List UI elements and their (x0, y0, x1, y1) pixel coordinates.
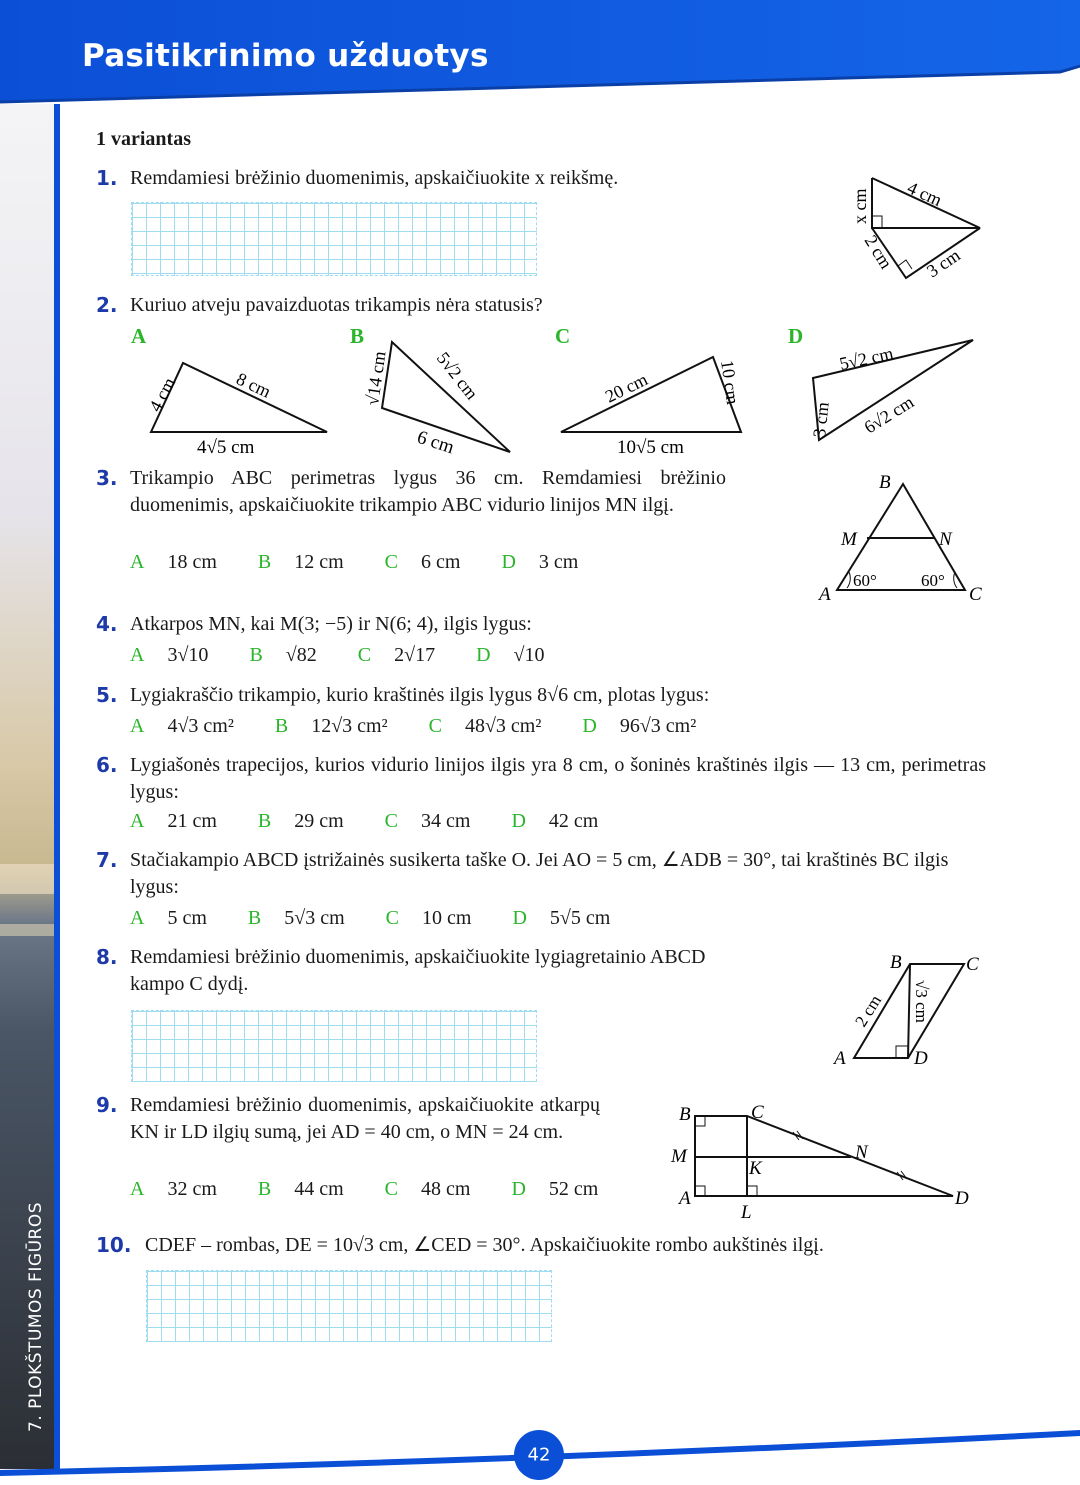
q2-figure-a (135, 345, 345, 465)
q10-text: CDEF – rombas, DE = 10√3 cm, ∠CED = 30°. Apskaičiuokite rombo aukštinės ilgį. (145, 1234, 824, 1256)
q3-option-d[interactable]: D 3 cm (501, 551, 579, 573)
q4-option-c[interactable]: C 2√17 (357, 644, 436, 666)
svg-text:C: C (751, 1102, 764, 1123)
q3-figure (815, 468, 995, 606)
q6-number: 6. (96, 753, 118, 777)
q1-answer-grid[interactable] (131, 202, 537, 276)
q7-options (130, 907, 646, 930)
q7-option-d[interactable]: D 5√5 cm (512, 907, 611, 929)
svg-text:4 cm: 4 cm (144, 374, 180, 415)
q4-option-b[interactable]: B √82 (249, 644, 317, 666)
q1-figure (840, 168, 1000, 288)
q8-figure (830, 950, 990, 1072)
q1-text: Remdamiesi brėžinio duomenimis, apskaičiuokite x reikšmę. (130, 167, 619, 189)
q9-option-d[interactable]: D 52 cm (511, 1178, 599, 1200)
q5-option-b[interactable]: B 12√3 cm² (274, 715, 388, 737)
q1-label-4cm: 4 cm (904, 177, 945, 211)
svg-text:N: N (939, 529, 952, 550)
q2-letter-b[interactable]: B (350, 324, 365, 348)
q4-option-a[interactable]: A 3√10 (130, 644, 209, 666)
q9-options (130, 1178, 634, 1201)
q4-number: 4. (96, 612, 118, 636)
svg-text:3 cm: 3 cm (809, 401, 833, 439)
q3-options (130, 551, 614, 574)
q6-options (130, 810, 634, 833)
svg-text:K: K (749, 1158, 762, 1179)
q3-text: Trikampio ABC perimetras lygus 36 cm. Remdamiesi brėžinio duomenimis, apskaičiuokite trikampio ABC vidurio linijos MN ilgį. (130, 467, 726, 516)
svg-text:2 cm: 2 cm (851, 991, 886, 1031)
q7-text: Stačiakampio ABCD įstrižainės susikerta taške O. Jei AO = 5 cm, ∠ADB = 30°, tai kraštinės BC ilgis lygus: (130, 849, 949, 898)
q9-figure (665, 1098, 985, 1223)
q5-option-a[interactable]: A 4√3 cm² (130, 715, 234, 737)
q9-option-a[interactable]: A 32 cm (130, 1178, 217, 1200)
svg-text:6√2 cm: 6√2 cm (860, 391, 918, 438)
q7-option-c[interactable]: C 10 cm (385, 907, 472, 929)
svg-text:L: L (741, 1202, 752, 1223)
q1-label-2cm: 2 cm (860, 231, 897, 273)
q4-options (130, 644, 581, 667)
svg-text:60°: 60° (921, 571, 945, 590)
q3-option-c[interactable]: C 6 cm (384, 551, 461, 573)
q8-number: 8. (96, 945, 118, 969)
svg-text:C: C (969, 584, 982, 605)
q2-text: Kuriuo atveju pavaizduotas trikampis nėra statusis? (130, 294, 543, 316)
svg-text:√14 cm: √14 cm (362, 349, 390, 407)
svg-text:C: C (966, 954, 979, 975)
q6-option-d[interactable]: D 42 cm (511, 810, 599, 832)
svg-text:6 cm: 6 cm (414, 426, 457, 459)
svg-text:10√5 cm: 10√5 cm (617, 437, 684, 458)
q5-option-d[interactable]: D 96√3 cm² (582, 715, 697, 737)
q7-option-a[interactable]: A 5 cm (130, 907, 207, 929)
svg-text:B: B (679, 1104, 691, 1125)
q2-letter-c[interactable]: C (555, 324, 571, 348)
q9-option-b[interactable]: B 44 cm (257, 1178, 344, 1200)
svg-text:B: B (890, 952, 902, 973)
q2-figure-d (795, 330, 985, 450)
q9-text: Remdamiesi brėžinio duomenimis, apskaičiuokite atkarpų KN ir LD ilgių sumą, jei AD = 40 cm, o MN = 24 cm. (130, 1094, 600, 1143)
q2-letter-a[interactable]: A (131, 324, 147, 348)
svg-text:A: A (679, 1188, 691, 1209)
q7-option-b[interactable]: B 5√3 cm (247, 907, 345, 929)
svg-text:N: N (855, 1142, 868, 1163)
svg-text:20 cm: 20 cm (601, 369, 651, 407)
svg-text:8 cm: 8 cm (233, 368, 274, 402)
q3-option-b[interactable]: B 12 cm (257, 551, 344, 573)
q4-option-d[interactable]: D √10 (476, 644, 545, 666)
q5-options (130, 715, 732, 738)
q5-option-c[interactable]: C 48√3 cm² (428, 715, 542, 737)
svg-text:5√2 cm: 5√2 cm (432, 348, 483, 404)
q6-text: Lygiašonės trapecijos, kurios vidurio linijos ilgis yra 8 cm, o šoninės kraštinės ilgis — 13 cm, perimetras lygus: (130, 754, 986, 803)
q8-answer-grid[interactable] (131, 1010, 537, 1082)
svg-text:D: D (955, 1188, 969, 1209)
svg-text:√3 cm: √3 cm (912, 980, 931, 1023)
svg-text:5√2 cm: 5√2 cm (837, 343, 896, 374)
svg-text:M: M (841, 529, 857, 550)
chapter-side-label: 7. PLOKŠTUMOS FIGŪROS (26, 1201, 46, 1432)
q10-answer-grid[interactable] (146, 1270, 552, 1342)
q8-text: Remdamiesi brėžinio duomenimis, apskaičiuokite lygiagretainio ABCD kampo C dydį. (130, 946, 706, 995)
svg-text:A: A (834, 1048, 846, 1069)
q2-figure-b (360, 330, 530, 465)
page-number: 42 (527, 1444, 551, 1466)
q1-label-3cm: 3 cm (923, 244, 964, 282)
q5-number: 5. (96, 683, 118, 707)
q6-option-b[interactable]: B 29 cm (257, 810, 344, 832)
q4-text: Atkarpos MN, kai M(3; −5) ir N(6; 4), ilgis lygus: (130, 613, 532, 635)
page-title: Pasitikrinimo užduotys (82, 38, 489, 74)
svg-text:A: A (819, 584, 831, 605)
q9-option-c[interactable]: C 48 cm (384, 1178, 471, 1200)
q1-number: 1. (96, 166, 118, 190)
svg-text:M: M (671, 1146, 687, 1167)
svg-text:D: D (914, 1048, 928, 1069)
q1-label-x: x cm (850, 188, 870, 224)
q3-number: 3. (96, 466, 118, 490)
svg-text:60°: 60° (853, 571, 877, 590)
q3-option-a[interactable]: A 18 cm (130, 551, 217, 573)
q7-number: 7. (96, 848, 118, 872)
q6-option-a[interactable]: A 21 cm (130, 810, 217, 832)
variant-title: 1 variantas (96, 128, 191, 150)
svg-text:B: B (879, 472, 891, 493)
q9-number: 9. (96, 1093, 118, 1117)
svg-text:4√5 cm: 4√5 cm (197, 437, 255, 458)
q2-letter-d[interactable]: D (788, 324, 804, 348)
q10-number: 10. (96, 1233, 132, 1257)
svg-text:10 cm: 10 cm (717, 358, 744, 406)
q6-option-c[interactable]: C 34 cm (384, 810, 471, 832)
q5-text: Lygiakraščio trikampio, kurio kraštinės ilgis lygus 8√6 cm, plotas lygus: (130, 684, 710, 706)
q2-number: 2. (96, 293, 118, 317)
q2-figure-c (555, 345, 755, 465)
